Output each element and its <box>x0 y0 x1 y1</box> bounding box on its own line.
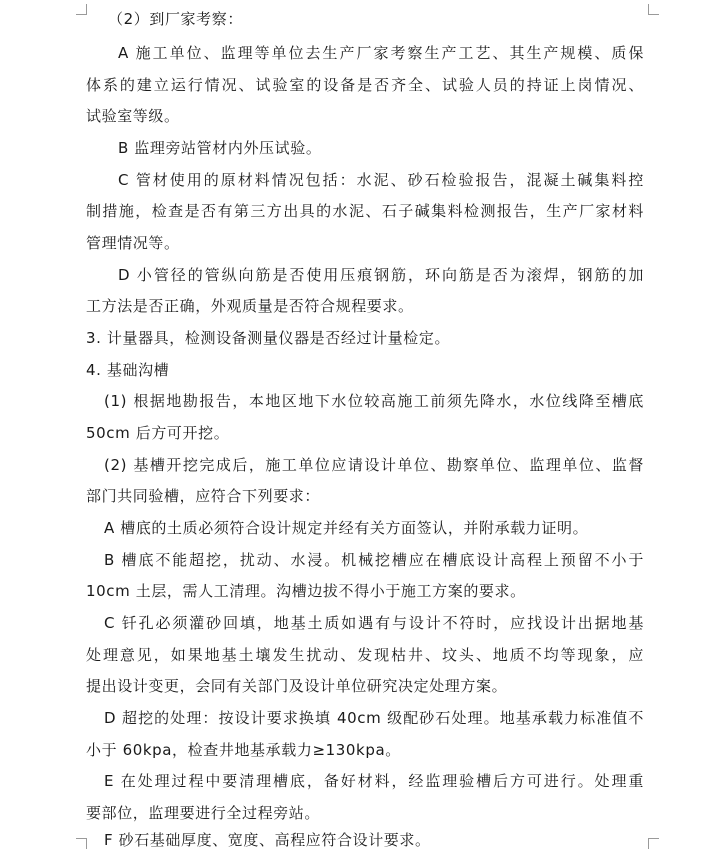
paragraph-line: A 槽底的土质必须符合设计规定并经有关方面签认，并附承载力证明。 <box>104 519 589 537</box>
section-heading-factory-inspection: （2）到厂家考察： <box>108 10 243 28</box>
page-corner-mark-bottom-right <box>648 838 659 849</box>
paragraph-line: 50cm 后方可开挖。 <box>86 424 230 442</box>
paragraph-line: B 槽底不能超挖，扰动、水浸。机械挖槽应在槽底设计高程上预留不小于 <box>104 551 644 569</box>
paragraph-line: E 在处理过程中要清理槽底，备好材料，经监理验槽后方可进行。处理重 <box>104 772 644 790</box>
paragraph-line: (2) 基槽开挖完成后，施工单位应请设计单位、勘察单位、监理单位、监督 <box>104 456 644 474</box>
paragraph-line: C 钎孔必须灌砂回填，地基土质如遇有与设计不符时，应找设计出据地基 <box>104 614 644 632</box>
paragraph-line: 小于 60kpa，检查井地基承载力≥130kpa。 <box>86 741 401 759</box>
paragraph-line: D 小管径的管纵向筋是否使用压痕钢筋，环向筋是否为滚焊，钢筋的加 <box>118 266 644 284</box>
paragraph-line: 试验室等级。 <box>86 107 180 125</box>
paragraph-line: 管理情况等。 <box>86 234 180 252</box>
paragraph-line: D 超挖的处理：按设计要求换填 40cm 级配砂石处理。地基承载力标准值不 <box>104 709 644 727</box>
paragraph-line: F 砂石基础厚度、宽度、高程应符合设计要求。 <box>104 831 431 849</box>
paragraph-line: C 管材使用的原材料情况包括：水泥、砂石检验报告，混凝土碱集料控 <box>118 171 644 189</box>
section-heading-foundation-trench: 4. 基础沟槽 <box>86 361 170 379</box>
numbered-item-3: 3. 计量器具，检测设备测量仪器是否经过计量检定。 <box>86 329 451 347</box>
paragraph-line: (1) 根据地勘报告，本地区地下水位较高施工前须先降水，水位线降至槽底 <box>104 392 644 410</box>
paragraph-line: A 施工单位、监理等单位去生产厂家考察生产工艺、其生产规模、质保 <box>118 44 644 62</box>
paragraph-line: 要部位，监理要进行全过程旁站。 <box>86 804 321 822</box>
paragraph-line: 处理意见，如果地基土壤发生扰动、发现枯井、坟头、地质不均等现象，应 <box>86 646 644 664</box>
page-corner-mark-top-right <box>648 4 659 15</box>
paragraph-line: 部门共同验槽，应符合下列要求： <box>86 487 321 505</box>
paragraph-line: 提出设计变更，会同有关部门及设计单位研究决定处理方案。 <box>86 677 508 695</box>
paragraph-line: 工方法是否正确，外观质量是否符合规程要求。 <box>86 297 414 315</box>
paragraph-line: 10cm 土层，需人工清理。沟槽边拔不得小于施工方案的要求。 <box>86 582 526 600</box>
paragraph-line: 体系的建立运行情况、试验室的设备是否齐全、试验人员的持证上岗情况、 <box>86 76 644 94</box>
paragraph-line: 制措施，检查是否有第三方出具的水泥、石子碱集料检测报告，生产厂家材料 <box>86 202 644 220</box>
paragraph-line: B 监理旁站管材内外压试验。 <box>118 139 322 157</box>
page-corner-mark-bottom-left <box>76 838 87 849</box>
page-corner-mark-top-left <box>76 4 87 15</box>
